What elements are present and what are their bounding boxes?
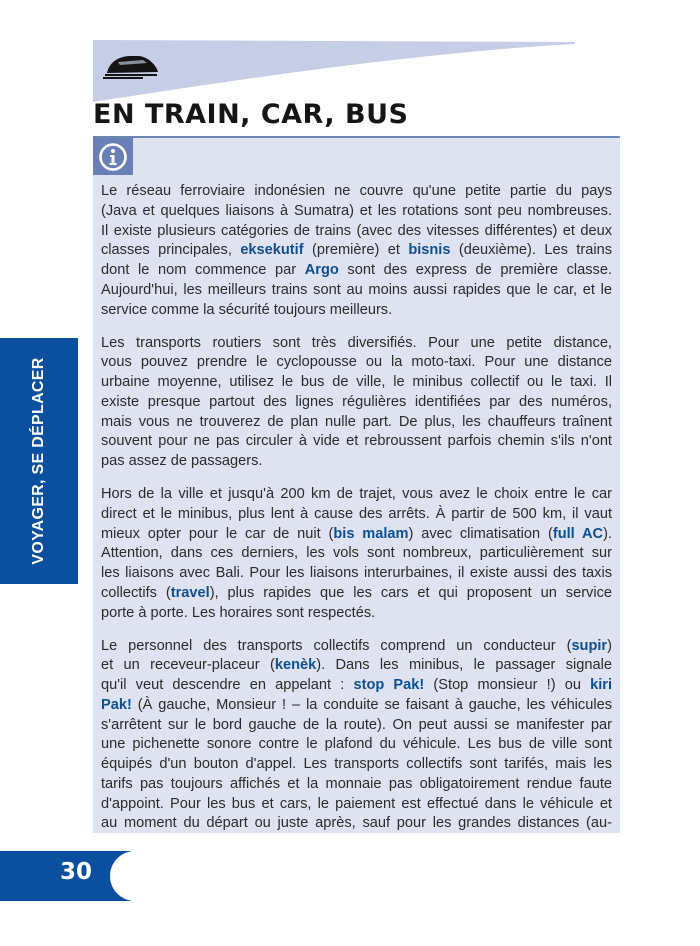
text-line: (Java et quelques liaisons à Sumatra) et les rotations sont peu nombreuses.: [101, 202, 612, 219]
text-line: Le réseau ferroviaire indonésien ne couvre qu'une petite partie du pays: [101, 183, 612, 199]
text-line: direct et le minibus, plus lent à cause des arrêts. À partir de 500 km, il vaut: [101, 505, 612, 522]
text-line: équipés d'un bouton d'appel. Les transports collectifs sont tarifés, mais les: [101, 756, 612, 773]
text-line: Aujourd'hui, les meilleurs trains sont au moins aussi rapides que le car, et le: [101, 281, 612, 298]
text-line: mieux opter pour le car de nuit (bis malam) avec climatisation (full AC).: [101, 525, 612, 542]
text-line: Le personnel des transports collectifs comprend un conducteur (supir): [101, 637, 612, 654]
paragraph: [101, 334, 612, 472]
info-box: [93, 136, 620, 833]
text-line: Les transports routiers sont très diversifiés. Pour une petite distance,: [101, 334, 612, 351]
text-line: existe presque partout des lignes régulières identifiées par des numéros,: [101, 393, 612, 410]
keyword: kiri: [590, 677, 613, 694]
keyword: Argo: [304, 262, 339, 278]
text-line: et un receveur-placeur (kenèk). Dans les minibus, le passager signale: [101, 657, 612, 674]
text-line: les liaisons avec Bali. Pour les liaisons interurbaines, il existe aussi des taxis: [101, 565, 612, 582]
paragraph: [101, 182, 612, 320]
keyword: bisnis: [408, 242, 451, 259]
page-number-bar-notch: [110, 851, 131, 901]
text-line: souvent pour ne pas circuler à vide et rebroussent parfois chemin s'ils n'ont: [101, 433, 612, 450]
text-line: urbaine moyenne, utilisez le bus de ville, le minibus collectif ou le taxi. Il: [101, 374, 612, 391]
text-line: Hors de la ville et jusqu'à 200 km de trajet, vous avez le choix entre le car: [101, 486, 612, 503]
text-line: collectifs (travel), plus rapides que les cars et qui proposent un service: [101, 584, 613, 601]
info-icon: [93, 138, 133, 175]
text-line: service comme la sécurité toujours meilleurs.: [101, 301, 393, 318]
keyword: travel: [170, 584, 210, 601]
page-number: 30: [60, 859, 93, 885]
keyword: stop Pak!: [353, 677, 425, 694]
text-line: mais vous ne trouverez de plan nulle part. De plus, les chauffeurs traînent: [101, 413, 612, 430]
keyword: kenèk: [274, 657, 317, 674]
text-line: s'arrêtent sur le bord gauche de la route). On peut aussi se manifester par: [101, 716, 612, 733]
info-box-text: [101, 182, 612, 847]
paragraph: [101, 637, 612, 835]
text-line: Pak! (À gauche, Monsieur ! – la conduite se faisant à gauche, les véhicules: [101, 696, 612, 713]
keyword: full AC: [552, 525, 604, 542]
text-line: classes principales, eksekutif (première) et bisnis (deuxième). Les trains: [101, 242, 612, 259]
keyword: Pak!: [101, 696, 132, 713]
train-icon: [103, 53, 159, 79]
text-line: qu'il veut descendre en appelant : stop Pak! (Stop monsieur !) ou kiri: [101, 677, 613, 694]
text-line: une pichenette sonore contre le plafond du véhicule. Les bus de ville sont: [101, 736, 612, 753]
page-title: EN TRAIN, CAR, BUS: [93, 99, 409, 130]
section-side-tab-label: VOYAGER, SE DÉPLACER: [30, 357, 47, 565]
text-line: au moment du départ ou juste après, sauf pour les grandes distances (au-: [101, 815, 612, 832]
text-line: pas assez de passagers.: [101, 453, 263, 470]
text-line: Il existe plusieurs catégories de trains (avec des vitesses différentes) et deux: [101, 222, 612, 239]
text-line: porte à porte. Les horaires sont respectés.: [101, 604, 376, 621]
text-line: d'appoint. Pour les bus et cars, le paiement est effectué dans le véhicule et: [101, 795, 612, 812]
section-side-tab: [0, 338, 78, 584]
text-line: vous pouvez prendre le cyclopousse ou la moto-taxi. Pour une distance: [101, 354, 612, 371]
text-line: Attention, dans ces derniers, les vols sont nombreux, particulièrement sur: [101, 545, 612, 562]
keyword: eksekutif: [240, 242, 304, 259]
header-swoosh: [93, 40, 575, 102]
keyword: supir: [571, 637, 608, 654]
page-number-bar: [0, 851, 131, 901]
text-line: tarifs pas toujours affichés et la monnaie pas obligatoirement rendue faute: [101, 775, 612, 792]
keyword: bis malam: [333, 525, 409, 542]
paragraph: [101, 485, 612, 623]
text-line: dont le nom commence par Argo sont des express de première classe.: [101, 262, 613, 278]
